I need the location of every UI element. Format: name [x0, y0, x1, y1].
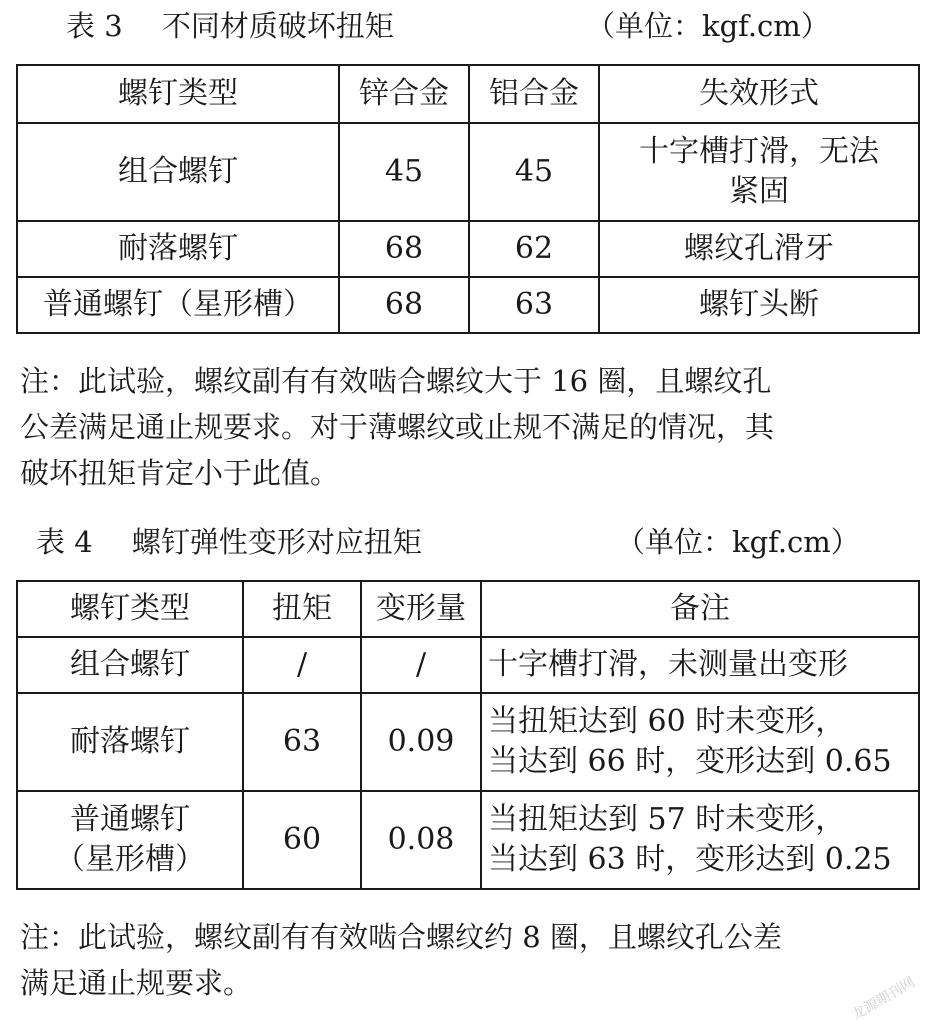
table3-title: 不同材质破坏扭矩 [161, 9, 394, 43]
table3-caption [66, 6, 926, 46]
table3-label: 表 3 [66, 9, 123, 43]
table3-failure-line1: 十字槽打滑，无法 [639, 134, 879, 169]
note-line: 满足通止规要求。 [20, 966, 253, 1000]
table4-unit: （单位：kgf.cm） [616, 525, 860, 559]
table4-torque-cell: / [243, 637, 361, 693]
table4-title: 螺钉弹性变形对应扭矩 [131, 525, 422, 559]
table3-alu-cell: 62 [469, 221, 599, 277]
table4-type-cell [17, 791, 243, 889]
table-row [17, 791, 919, 889]
table3-unit: （单位：kgf.cm） [586, 9, 830, 43]
table4-note [20, 914, 920, 1006]
table3-type-cell: 组合螺钉 [17, 123, 339, 221]
table4-header-cell: 螺钉类型 [17, 581, 243, 637]
table3-zinc-cell: 68 [339, 277, 469, 333]
table4-header-row [17, 581, 919, 637]
table4-remark-cell [481, 693, 919, 791]
table4-caption [36, 522, 926, 562]
table4-remark-line2: 当达到 63 时，变形达到 0.25 [488, 842, 892, 877]
table4-header-cell: 变形量 [361, 581, 481, 637]
note-line: 注：此试验，螺纹副有有效啮合螺纹大于 16 圈，且螺纹孔 [20, 364, 772, 398]
table3-header-row [17, 65, 919, 123]
table3-failure-cell [599, 123, 919, 221]
table3 [16, 64, 920, 334]
note-line: 公差满足通止规要求。对于薄螺纹或止规不满足的情况，其 [20, 410, 775, 444]
table4-remark-line1: 当扭矩达到 60 时未变形， [488, 704, 846, 739]
table4-type-cell: 耐落螺钉 [17, 693, 243, 791]
table4-remark-line1: 当扭矩达到 57 时未变形， [488, 802, 846, 837]
table4-remark-cell [481, 791, 919, 889]
table4-remark-line2: 当达到 66 时，变形达到 0.65 [488, 744, 892, 779]
table4-type-cell: 组合螺钉 [17, 637, 243, 693]
table4-deform-cell: 0.09 [361, 693, 481, 791]
note-line: 注：此试验，螺纹副有有效啮合螺纹约 8 圈，且螺纹孔公差 [20, 920, 782, 954]
table3-failure-cell: 螺钉头断 [599, 277, 919, 333]
table-row [17, 277, 919, 333]
table3-header-cell: 锌合金 [339, 65, 469, 123]
table-row [17, 637, 919, 693]
table4-torque-cell: 60 [243, 791, 361, 889]
table3-zinc-cell: 68 [339, 221, 469, 277]
table3-header-cell: 铝合金 [469, 65, 599, 123]
table4-header-cell: 备注 [481, 581, 919, 637]
table3-failure-line2: 紧固 [729, 174, 789, 209]
note-line: 破坏扭矩肯定小于此值。 [20, 456, 340, 490]
table4-torque-cell: 63 [243, 693, 361, 791]
table4-remark-cell: 十字槽打滑，未测量出变形 [481, 637, 919, 693]
table3-zinc-cell: 45 [339, 123, 469, 221]
table-row [17, 221, 919, 277]
table3-header-cell: 失效形式 [599, 65, 919, 123]
table4-deform-cell: / [361, 637, 481, 693]
watermark: 龙源期刊网 [849, 974, 918, 1024]
table4-type-line1: 普通螺钉 [70, 802, 190, 837]
table3-failure-cell: 螺纹孔滑牙 [599, 221, 919, 277]
table-row [17, 123, 919, 221]
table3-type-cell: 耐落螺钉 [17, 221, 339, 277]
table3-note [20, 358, 920, 496]
table4-label: 表 4 [36, 525, 93, 559]
table4-type-line2: （星形槽） [55, 842, 205, 877]
table3-alu-cell: 45 [469, 123, 599, 221]
table4-header-cell: 扭矩 [243, 581, 361, 637]
table-row [17, 693, 919, 791]
table3-alu-cell: 63 [469, 277, 599, 333]
table3-type-cell: 普通螺钉（星形槽） [17, 277, 339, 333]
table4-deform-cell: 0.08 [361, 791, 481, 889]
table3-header-cell: 螺钉类型 [17, 65, 339, 123]
table4 [16, 580, 920, 890]
